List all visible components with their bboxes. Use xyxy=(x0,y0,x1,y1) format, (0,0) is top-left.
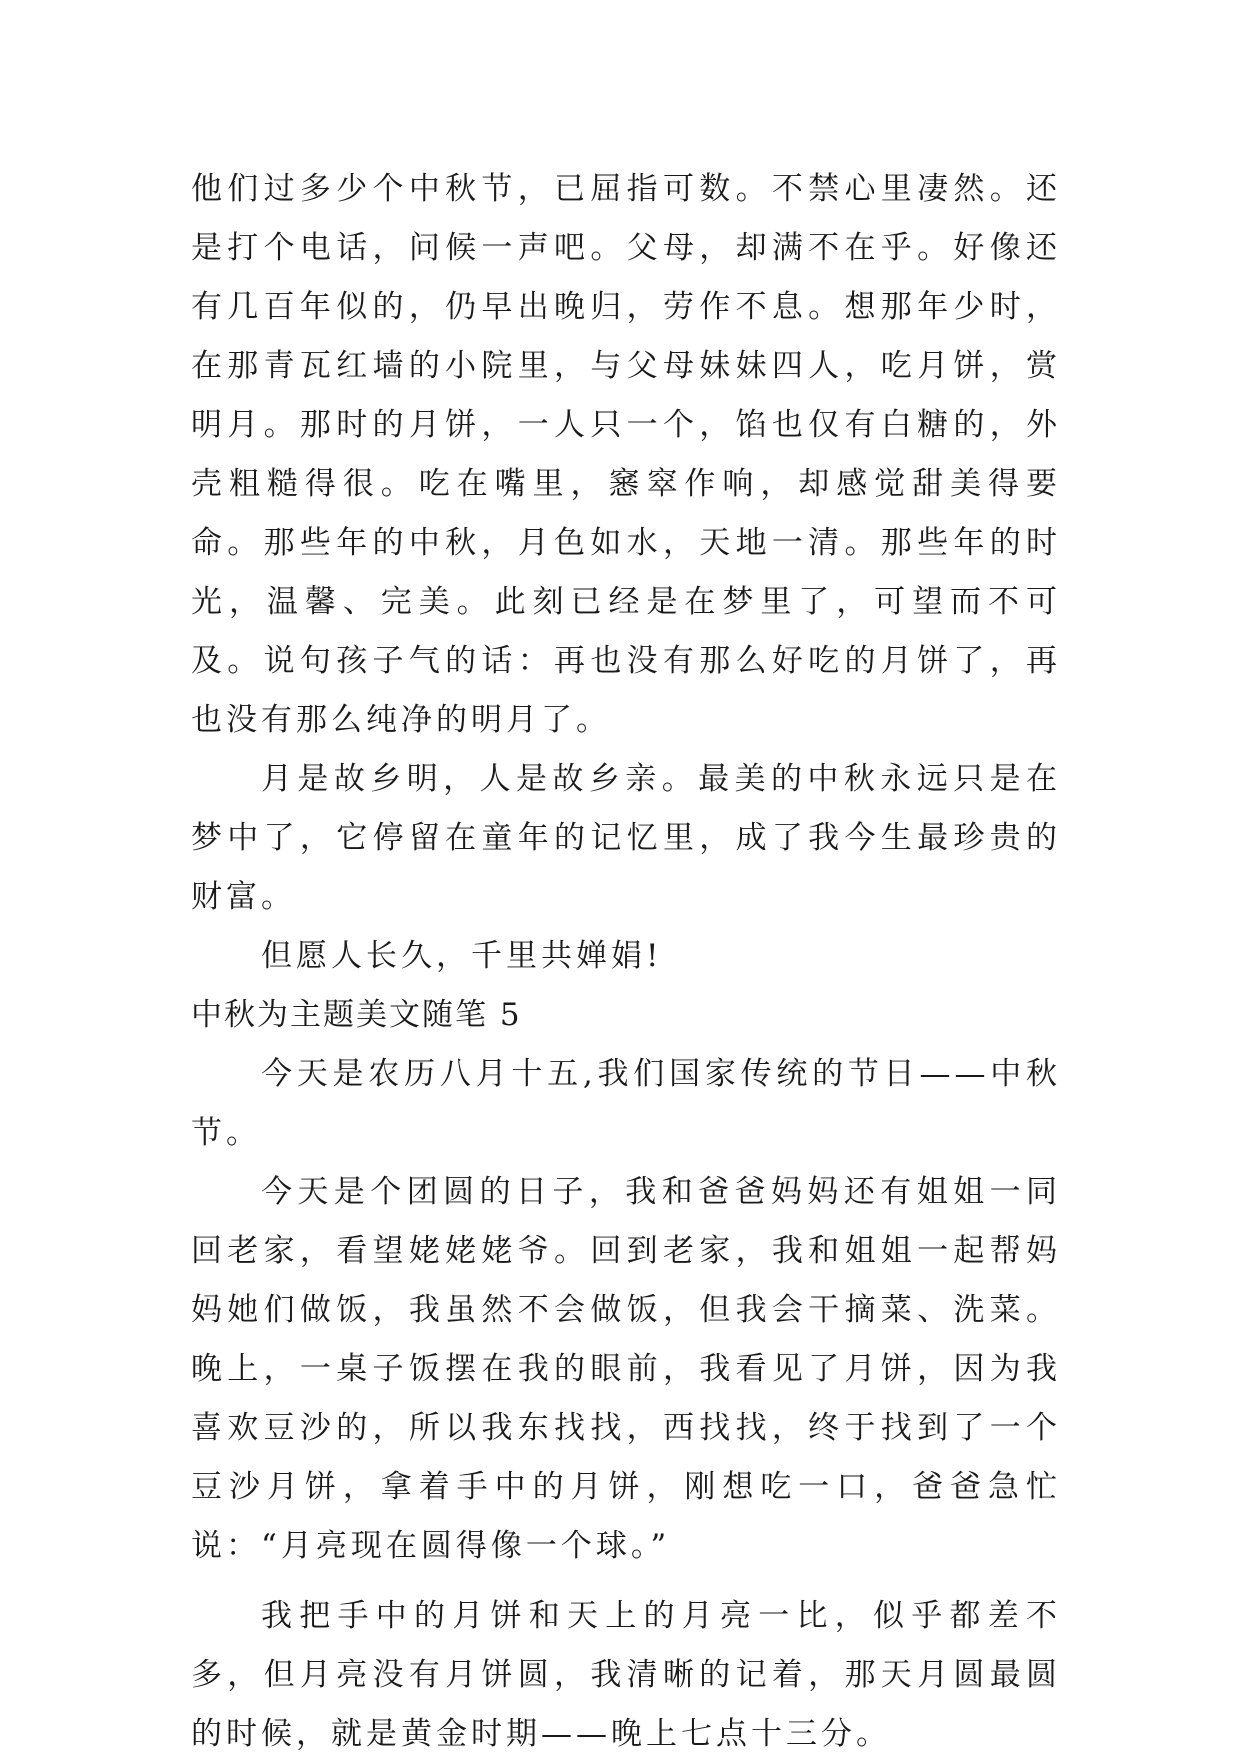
paragraph-closing-wish: 但愿人长久，千里共婵娟! xyxy=(261,938,663,974)
paragraph-family-reunion: 今天是个团圆的日子，我和爸爸妈妈还有姐姐一同回老家，看望姥姥姥爷。回到老家，我和姐姐一起帮妈妈她们做饭，我虽然不会做饭，但我会干摘菜、洗菜。晚上，一桌子饭摆在我的眼前，我看见了月饼，因为我喜欢豆沙的，所以我东找找，西找找，终于找到了一个豆沙月饼，拿着手中的月饼，刚想吃一口，爸爸急忙说：“月亮现在圆得像一个球。” xyxy=(191,1174,1061,1564)
paragraph-mid-autumn-intro: 今天是农历八月十五,我们国家传统的节日——中秋节。 xyxy=(191,1056,1061,1151)
paragraph-gap xyxy=(191,1576,1061,1587)
paragraph-moon-comparison: 我把手中的月饼和天上的月亮一比，似乎都差不多，但月亮没有月饼圆，我清晰的记着，那天月圆最圆的时候，就是黄金时期——晚上七点十三分。 xyxy=(191,1598,1061,1752)
document-body xyxy=(191,160,1061,1764)
paragraph-hometown-moon: 月是故乡明，人是故乡亲。最美的中秋永远只是在梦中了，它停留在童年的记忆里，成了我今生最珍贵的财富。 xyxy=(191,761,1061,915)
section-title: 中秋为主题美文随笔 5 xyxy=(191,997,522,1033)
paragraph-childhood-memory: 他们过多少个中秋节，已屈指可数。不禁心里凄然。还是打个电话，问候一声吧。父母，却满不在乎。好像还有几百年似的，仍早出晚归，劳作不息。想那年少时，在那青瓦红墙的小院里，与父母妹妹四人，吃月饼，赏明月。那时的月饼，一人只一个，馅也仅有白糖的，外壳粗糙得很。吃在嘴里，窸窣作响，却感觉甜美得要命。那些年的中秋，月色如水，天地一清。那些年的时光，温馨、完美。此刻已经是在梦里了，可望而不可及。说句孩子气的话：再也没有那么好吃的月饼了，再也没有那么纯净的明月了。 xyxy=(191,171,1061,738)
